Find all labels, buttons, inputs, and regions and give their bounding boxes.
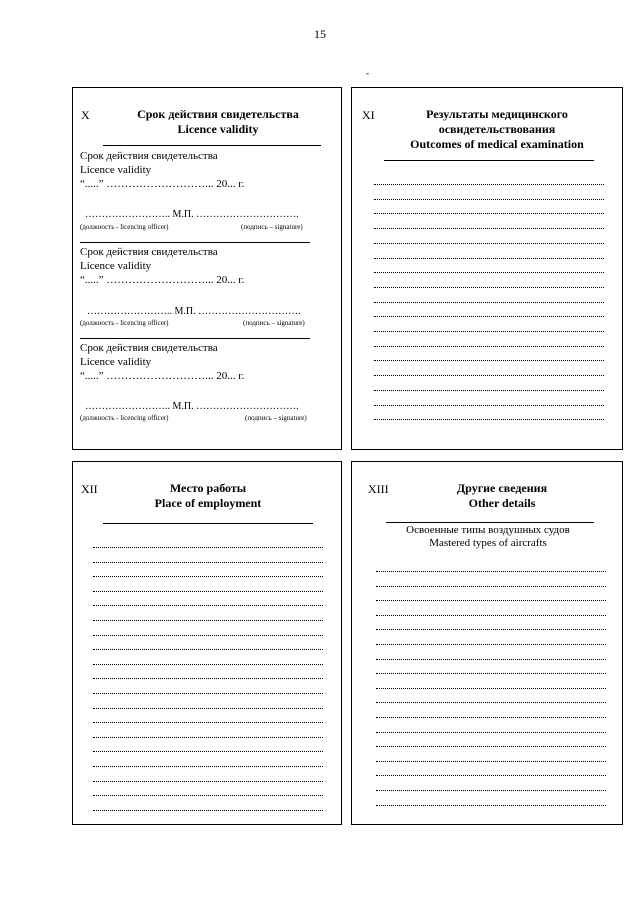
dotted-fill-line: [376, 732, 606, 733]
dotted-fill-line: [93, 766, 323, 767]
title-rule: [103, 145, 321, 146]
validity-label-en: Licence validity: [80, 164, 152, 176]
dotted-fill-line: [376, 600, 606, 601]
dotted-fill-line: [93, 562, 323, 563]
panel-other-details: [351, 461, 623, 825]
signature-caption: (подпись – signature): [241, 223, 303, 231]
dotted-fill-line: [374, 258, 604, 259]
aircraft-types-en: Mastered types of aircrafts: [429, 537, 547, 549]
validity-label-ru: Срок действия свидетельства: [80, 150, 218, 162]
officer-caption: (должность - licencing officer): [80, 223, 169, 231]
title-rule: [386, 522, 594, 523]
validity-date-line: “.....” ………………………... 20... г.: [80, 178, 245, 190]
dotted-fill-line: [93, 737, 323, 738]
dotted-fill-line: [376, 586, 606, 587]
section-title-ru-2: освидетельствования: [438, 122, 556, 136]
validity-label-ru: Срок действия свидетельства: [80, 246, 218, 258]
dotted-fill-line: [93, 649, 323, 650]
section-title-en: Licence validity: [177, 122, 259, 136]
signature-line: …………………….. М.П. ………………………….: [85, 209, 299, 220]
dotted-fill-line: [93, 678, 323, 679]
block-rule: [80, 338, 310, 339]
dotted-fill-line: [376, 629, 606, 630]
section-number: X: [81, 108, 90, 122]
section-number: XIII: [368, 482, 389, 496]
dotted-fill-line: [376, 790, 606, 791]
dotted-fill-line: [374, 287, 604, 288]
officer-caption: (должность - licencing officer): [80, 414, 169, 422]
panel-medical-outcomes: [351, 87, 623, 450]
section-title-ru-1: Результаты медицинского: [426, 107, 568, 121]
page-number: 15: [314, 27, 326, 41]
dotted-fill-line: [376, 688, 606, 689]
dotted-fill-line: [374, 331, 604, 332]
panel-licence-validity: [72, 87, 342, 450]
dotted-fill-line: [376, 659, 606, 660]
dotted-fill-line: [376, 746, 606, 747]
section-title-ru: Срок действия свидетельства: [137, 107, 299, 121]
section-title: [382, 107, 612, 152]
dotted-fill-line: [376, 717, 606, 718]
dotted-fill-line: [93, 620, 323, 621]
dotted-fill-line: [374, 272, 604, 273]
section-title: [103, 481, 313, 511]
dotted-fill-line: [374, 390, 604, 391]
dotted-fill-line: [93, 708, 323, 709]
signature-caption: (подпись – signature): [245, 414, 307, 422]
dotted-fill-line: [93, 751, 323, 752]
dotted-fill-line: [376, 571, 606, 572]
dotted-fill-line: [93, 810, 323, 811]
dotted-fill-line: [376, 615, 606, 616]
signature-line: …………………….. М.П. ………………………….: [85, 401, 299, 412]
dotted-fill-line: [93, 547, 323, 548]
dotted-fill-line: [93, 635, 323, 636]
dotted-fill-line: [376, 761, 606, 762]
dotted-fill-line: [376, 644, 606, 645]
stray-mark: -: [366, 68, 369, 78]
dotted-fill-line: [374, 243, 604, 244]
validity-label-en: Licence validity: [80, 260, 152, 272]
section-number: XII: [81, 482, 98, 496]
officer-caption: (должность - licencing officer): [80, 319, 169, 327]
aircraft-types-ru: Освоенные типы воздушных судов: [406, 524, 570, 536]
aircraft-types-heading: [372, 524, 604, 550]
dotted-fill-line: [93, 576, 323, 577]
section-title-en: Other details: [468, 496, 536, 510]
dotted-fill-line: [374, 213, 604, 214]
dotted-fill-line: [93, 591, 323, 592]
dotted-fill-line: [374, 346, 604, 347]
dotted-fill-line: [93, 605, 323, 606]
signature-line: …………………….. М.П. ………………………….: [87, 306, 301, 317]
validity-date-line: “.....” ………………………... 20... г.: [80, 370, 245, 382]
panel-place-of-employment: [72, 461, 342, 825]
dotted-fill-line: [376, 702, 606, 703]
section-title: [103, 107, 333, 137]
section-title: [392, 481, 612, 511]
title-rule: [103, 523, 313, 524]
dotted-fill-line: [93, 664, 323, 665]
dotted-fill-line: [374, 360, 604, 361]
dotted-fill-line: [374, 228, 604, 229]
section-title-ru: Другие сведения: [456, 481, 548, 495]
dotted-fill-line: [93, 795, 323, 796]
dotted-fill-line: [374, 316, 604, 317]
dotted-fill-line: [93, 781, 323, 782]
section-number: XI: [362, 108, 375, 122]
dotted-fill-line: [376, 805, 606, 806]
dotted-fill-line: [374, 302, 604, 303]
validity-label-en: Licence validity: [80, 356, 152, 368]
dotted-fill-line: [374, 405, 604, 406]
section-title-en: Place of employment: [154, 496, 262, 510]
section-title-ru: Место работы: [169, 481, 247, 495]
dotted-fill-line: [374, 419, 604, 420]
dotted-fill-line: [374, 375, 604, 376]
dotted-fill-line: [93, 722, 323, 723]
validity-label-ru: Срок действия свидетельства: [80, 342, 218, 354]
dotted-fill-line: [374, 184, 604, 185]
title-rule: [384, 160, 594, 161]
block-rule: [80, 242, 310, 243]
dotted-fill-line: [374, 199, 604, 200]
dotted-fill-line: [93, 693, 323, 694]
section-title-en: Outcomes of medical examination: [410, 137, 584, 151]
signature-caption: (подпись – signature): [243, 319, 305, 327]
dotted-fill-line: [376, 775, 606, 776]
validity-date-line: “.....” ………………………... 20... г.: [80, 274, 245, 286]
dotted-fill-line: [376, 673, 606, 674]
